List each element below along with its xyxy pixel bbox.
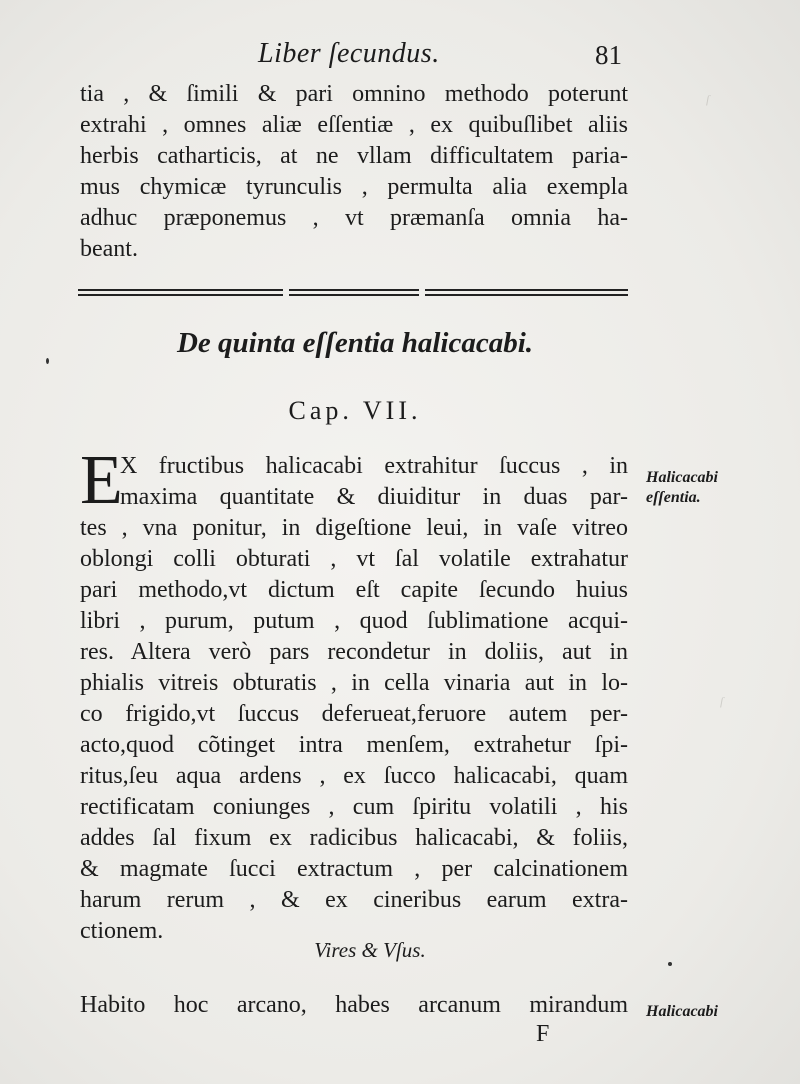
signature-mark: F bbox=[536, 1021, 550, 1047]
chapter-label: Cap. VII. bbox=[288, 396, 422, 425]
bleed-through-mark: ſ bbox=[706, 92, 710, 106]
text-line: ritus,ſeu aqua ardens , ex ſucco halicacabi, quam bbox=[80, 763, 628, 789]
running-header bbox=[250, 38, 630, 74]
text-line: libri , purum, putum , quod ſublimatione acqui- bbox=[80, 608, 628, 634]
ink-speck bbox=[668, 962, 672, 966]
text-line: extrahi , omnes aliæ eſſentiæ , ex quibuſlibet aliis bbox=[80, 112, 628, 138]
text-line: co frigido,vt ſuccus deferueat,feruore autem per- bbox=[80, 701, 628, 727]
closing-paragraph bbox=[80, 990, 628, 1021]
text-line: ctionem. bbox=[80, 918, 164, 944]
text-line: pari methodo,vt dictum eſt capite ſecundo huius bbox=[80, 577, 628, 603]
subheading: Vires & Vſus. bbox=[314, 938, 426, 962]
text-line: X fructibus halicacabi extrahitur ſuccus , in bbox=[120, 453, 628, 479]
margin-note-line: Halicacabi bbox=[646, 469, 718, 486]
text-line: phialis vitreis obturatis , in cella vinaria aut in lo- bbox=[80, 670, 628, 696]
text-line: addes ſal fixum ex radicibus halicacabi, & foliis, bbox=[80, 825, 628, 851]
text-line: mus chymicæ tyrunculis , permulta alia exempla bbox=[80, 174, 628, 200]
text-line: maxima quantitate & diuiditur in duas par- bbox=[120, 484, 628, 510]
text-line: Habito hoc arcano, habes arcanum mirandum bbox=[80, 992, 628, 1018]
bleed-through-mark: ſ bbox=[720, 694, 724, 708]
ink-speck bbox=[46, 358, 49, 364]
margin-note: Halicacabi bbox=[646, 1003, 718, 1020]
text-line: harum rerum , & ex cineribus earum extra- bbox=[80, 887, 628, 913]
text-line: beant. bbox=[80, 236, 138, 262]
opening-paragraph bbox=[80, 79, 628, 265]
text-line: adhuc præponemus , vt præmanſa omnia ha- bbox=[80, 205, 628, 231]
drop-cap: E bbox=[80, 442, 123, 519]
margin-note bbox=[646, 468, 718, 508]
text-line: oblongi colli obturati , vt ſal volatile extrahatur bbox=[80, 546, 628, 572]
section-heading: De quinta eſſentia halicacabi. bbox=[176, 327, 534, 359]
text-line: rectificatam coniunges , cum ſpiritu volatili , his bbox=[80, 794, 628, 820]
text-line: tes , vna ponitur, in digeſtione leui, in vaſe vitreo bbox=[80, 515, 628, 541]
text-line: herbis catharticis, at ne vllam difficultatem paria- bbox=[80, 143, 628, 169]
margin-note-line: eſſentia. bbox=[646, 489, 701, 506]
text-line: acto,quod cõtinget intra menſem, extrahetur ſpi- bbox=[80, 732, 628, 758]
main-paragraph bbox=[80, 442, 628, 947]
text-line: & magmate ſucci extractum , per calcinationem bbox=[80, 856, 628, 882]
text-line: tia , & ſimili & pari omnino methodo poterunt bbox=[80, 81, 628, 107]
text-line: res. Altera verò pars recondetur in doliis, aut in bbox=[80, 639, 628, 665]
section-divider bbox=[78, 289, 628, 297]
running-title: Liber ſecundus. bbox=[258, 38, 440, 69]
page-number: 81 bbox=[595, 40, 622, 70]
